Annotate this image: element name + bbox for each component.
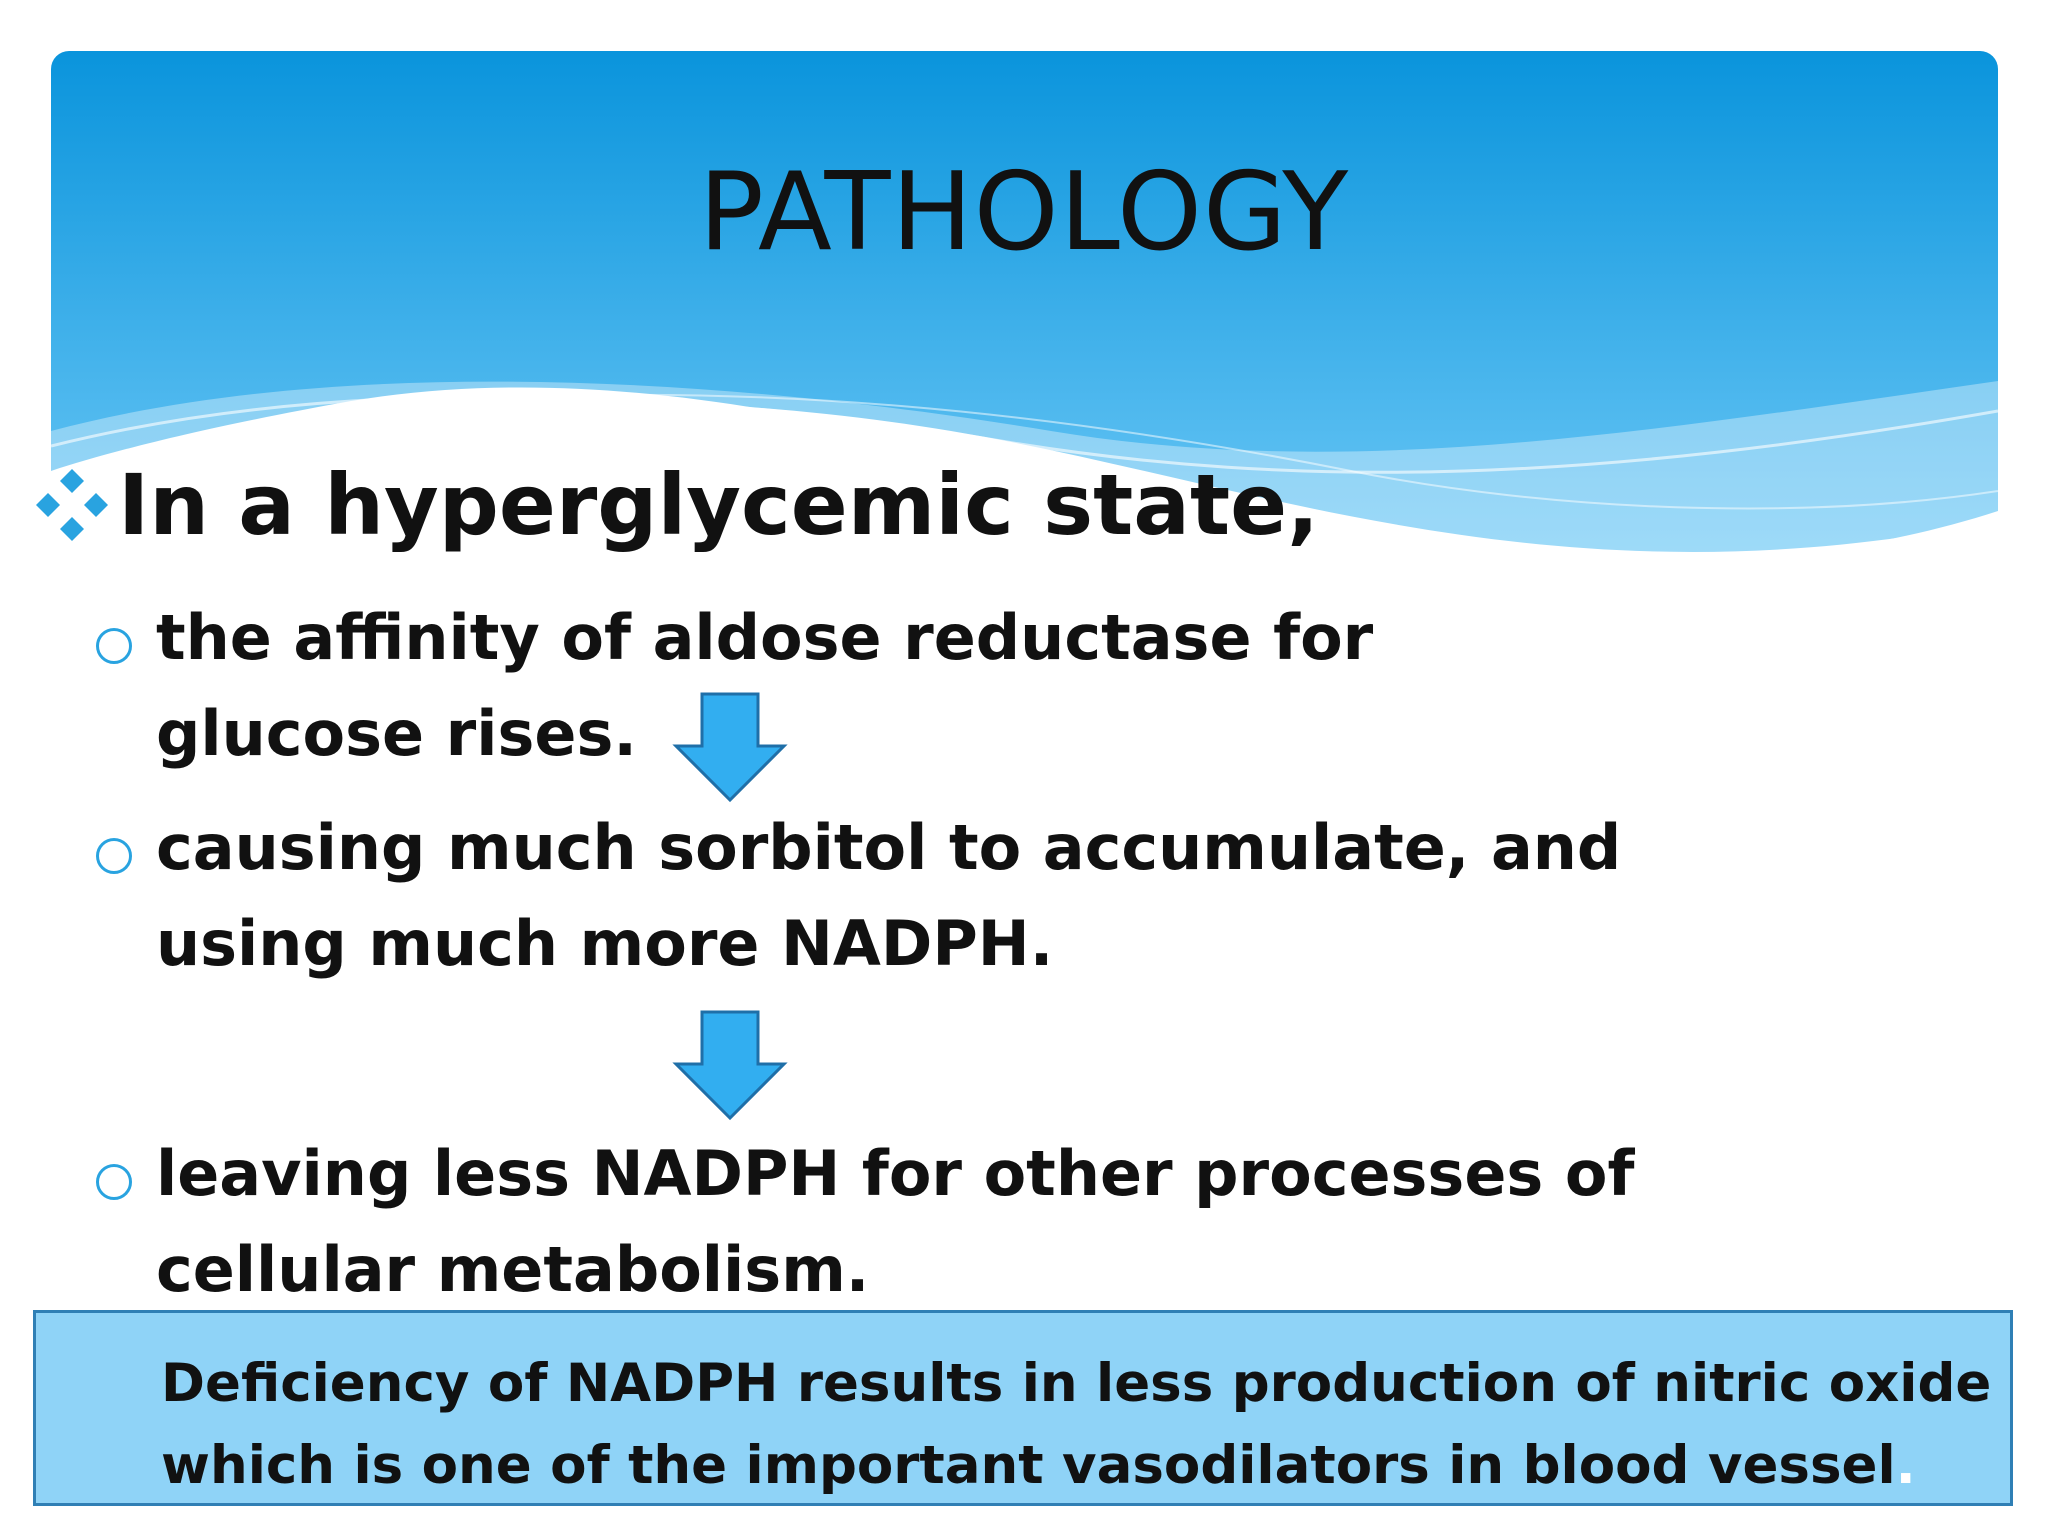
hollow-circle-icon — [96, 838, 132, 874]
note-line2: which is one of the important vasodilators in blood vessel — [161, 1435, 1896, 1496]
sub-bullet-3 — [96, 1126, 1646, 1318]
sub-bullet-3-line2: cellular metabolism. — [156, 1233, 870, 1306]
main-bullet — [32, 450, 1319, 560]
note-trailing-period: . — [1895, 1435, 1916, 1496]
main-bullet-text: In a hyperglycemic state, — [118, 456, 1319, 554]
sub-bullet-1 — [96, 590, 1646, 782]
sub-bullet-3-line1: leaving less NADPH for other processes of — [156, 1137, 1635, 1210]
sub-bullet-2 — [96, 800, 1646, 992]
down-arrow-icon — [670, 690, 790, 806]
note-text — [161, 1343, 2001, 1507]
down-arrow-icon — [670, 1008, 790, 1124]
sub-bullet-2-line1: causing much sorbitol to accumulate, and — [156, 811, 1622, 884]
hollow-circle-icon — [96, 1164, 132, 1200]
hollow-circle-icon — [96, 628, 132, 664]
slide-title: PATHOLOGY — [698, 150, 1350, 275]
diamond-cluster-icon — [32, 465, 112, 545]
sub-bullet-2-line2: using much more NADPH. — [156, 907, 1054, 980]
sub-bullet-1-line2: glucose rises. — [156, 697, 637, 770]
note-line1: Deficiency of NADPH results in less production of nitric oxide — [161, 1353, 1992, 1414]
note-box — [33, 1310, 2013, 1506]
sub-bullet-1-line1: the affinity of aldose reductase for — [156, 601, 1374, 674]
